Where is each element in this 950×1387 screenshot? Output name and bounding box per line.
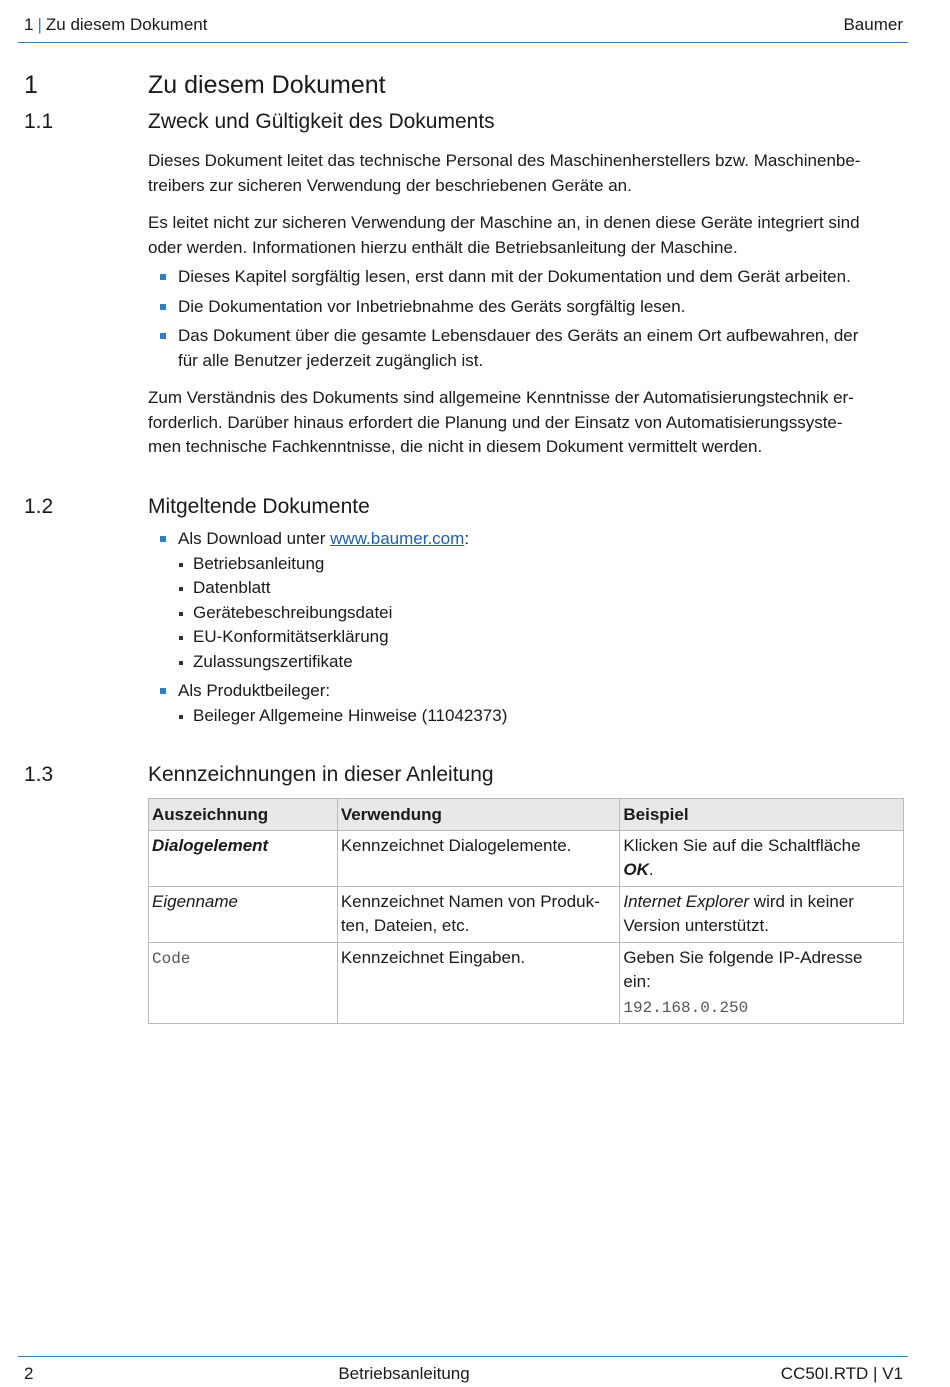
header-chapter-title: Zu diesem Dokument	[45, 15, 208, 34]
table-cell: Klicken Sie auf die Schaltfläche OK.	[620, 830, 904, 886]
enclosure-sublist	[178, 704, 894, 729]
section-1-1-title: Zweck und Gültigkeit des Dokuments	[148, 110, 495, 133]
column-header: Beispiel	[620, 799, 904, 831]
table-cell: Geben Sie folgende IP-Adresse ein: 192.168.0.250	[620, 942, 904, 1024]
sublist-item: Gerätebeschreibungsdatei	[178, 601, 894, 626]
section-1-2-number: 1.2	[24, 495, 54, 518]
table-cell: Kennzeichnet Dialogelemente.	[337, 830, 620, 886]
sublist-item: Betriebsanleitung	[178, 552, 894, 577]
small-bullet-icon	[179, 715, 183, 719]
section-1-1-number: 1.1	[24, 110, 54, 133]
table-cell: Internet Explorer wird in keiner Version unterstützt.	[620, 886, 904, 942]
small-bullet-icon	[179, 563, 183, 567]
text-line: oder werden. Informationen hierzu enthält die Betriebsanleitung der Maschine.	[148, 237, 738, 257]
list-item: Das Dokument über die gesamte Lebensdauer des Geräts an einem Ort aufbewahren, der für alle Benutzer jederzeit zugänglich ist.	[148, 324, 894, 373]
document-list	[148, 527, 894, 728]
paragraph	[148, 386, 894, 460]
list-item: Dieses Kapitel sorgfältig lesen, erst dann mit der Dokumentation und dem Gerät arbeiten.	[148, 265, 894, 290]
paragraph	[148, 149, 894, 198]
small-bullet-icon	[179, 612, 183, 616]
table-cell: Eigenname	[149, 886, 338, 942]
table-cell: Kennzeichnet Namen von Produk- ten, Dateien, etc.	[337, 886, 620, 942]
footer-page-number: 2	[24, 1364, 34, 1383]
sublist-item: Datenblatt	[178, 576, 894, 601]
markings-table	[148, 798, 904, 1024]
download-sublist	[178, 552, 894, 675]
table-row	[149, 886, 904, 942]
small-bullet-icon	[179, 587, 183, 591]
header-rule	[18, 42, 908, 43]
table-row	[149, 942, 904, 1024]
section-1-title: Zu diesem Dokument	[148, 71, 386, 99]
section-1-2-title: Mitgeltende Dokumente	[148, 495, 370, 518]
square-bullet-icon	[160, 536, 166, 542]
table-cell: Kennzeichnet Eingaben.	[337, 942, 620, 1024]
table-cell: Code	[149, 942, 338, 1024]
list-item: Die Dokumentation vor Inbetriebnahme des Geräts sorgfältig lesen.	[148, 295, 894, 320]
text-line: Es leitet nicht zur sicheren Verwendung der Maschine an, in denen diese Geräte integriert sind	[148, 213, 860, 232]
sublist-item: EU-Konformitätserklärung	[178, 625, 894, 650]
text-line: Zum Verständnis des Dokuments sind allgemeine Kenntnisse der Automatisierungstechnik er-	[148, 388, 854, 407]
square-bullet-icon	[160, 688, 166, 694]
small-bullet-icon	[179, 636, 183, 640]
footer-doc-id: CC50I.RTD | V1	[780, 1364, 903, 1383]
square-bullet-icon	[160, 304, 166, 310]
list-item: Als Produktbeileger: Beileger Allgemeine Hinweise (11042373)	[148, 679, 894, 728]
small-bullet-icon	[179, 661, 183, 665]
square-bullet-icon	[160, 274, 166, 280]
header-chapter-number: 1	[24, 15, 34, 34]
text-line: treibers zur sicheren Verwendung der beschriebenen Geräte an.	[148, 175, 632, 195]
footer-rule	[18, 1356, 908, 1357]
section-1-number: 1	[24, 71, 38, 99]
header-brand: Baumer	[843, 15, 903, 34]
column-header: Verwendung	[337, 799, 620, 831]
sublist-item: Beileger Allgemeine Hinweise (11042373)	[178, 704, 894, 729]
text-line: forderlich. Darüber hinaus erfordert die Planung und der Einsatz von Automatisierungssyste-	[148, 412, 843, 432]
table-cell: Dialogelement	[149, 830, 338, 886]
footer-doc-type: Betriebsanleitung	[338, 1364, 470, 1383]
sublist-item: Zulassungszertifikate	[178, 650, 894, 675]
section-1-1-body	[148, 149, 894, 473]
square-bullet-icon	[160, 333, 166, 339]
running-header	[24, 15, 207, 35]
section-1-3-number: 1.3	[24, 763, 54, 786]
table-row	[149, 830, 904, 886]
section-1-3-title: Kennzeichnungen in dieser Anleitung	[148, 763, 494, 786]
baumer-website-link[interactable]: www.baumer.com	[330, 529, 465, 548]
section-1-2-body	[148, 527, 894, 741]
list-item: Als Download unter www.baumer.com: Betriebsanleitung Datenblatt Gerätebeschreibungsdatei EU-Konformitätserklärung Zulassungszertifikate	[148, 527, 894, 674]
text-line: Dieses Dokument leitet das technische Personal des Maschinenherstellers bzw. Maschinenbe-	[148, 151, 861, 170]
text-line: men technische Fachkenntnisse, die nicht in diesem Dokument vermittelt werden.	[148, 437, 763, 456]
header-separator: |	[37, 15, 42, 34]
paragraph	[148, 211, 894, 260]
table-header-row	[149, 799, 904, 831]
column-header: Auszeichnung	[149, 799, 338, 831]
instruction-list	[148, 265, 894, 373]
